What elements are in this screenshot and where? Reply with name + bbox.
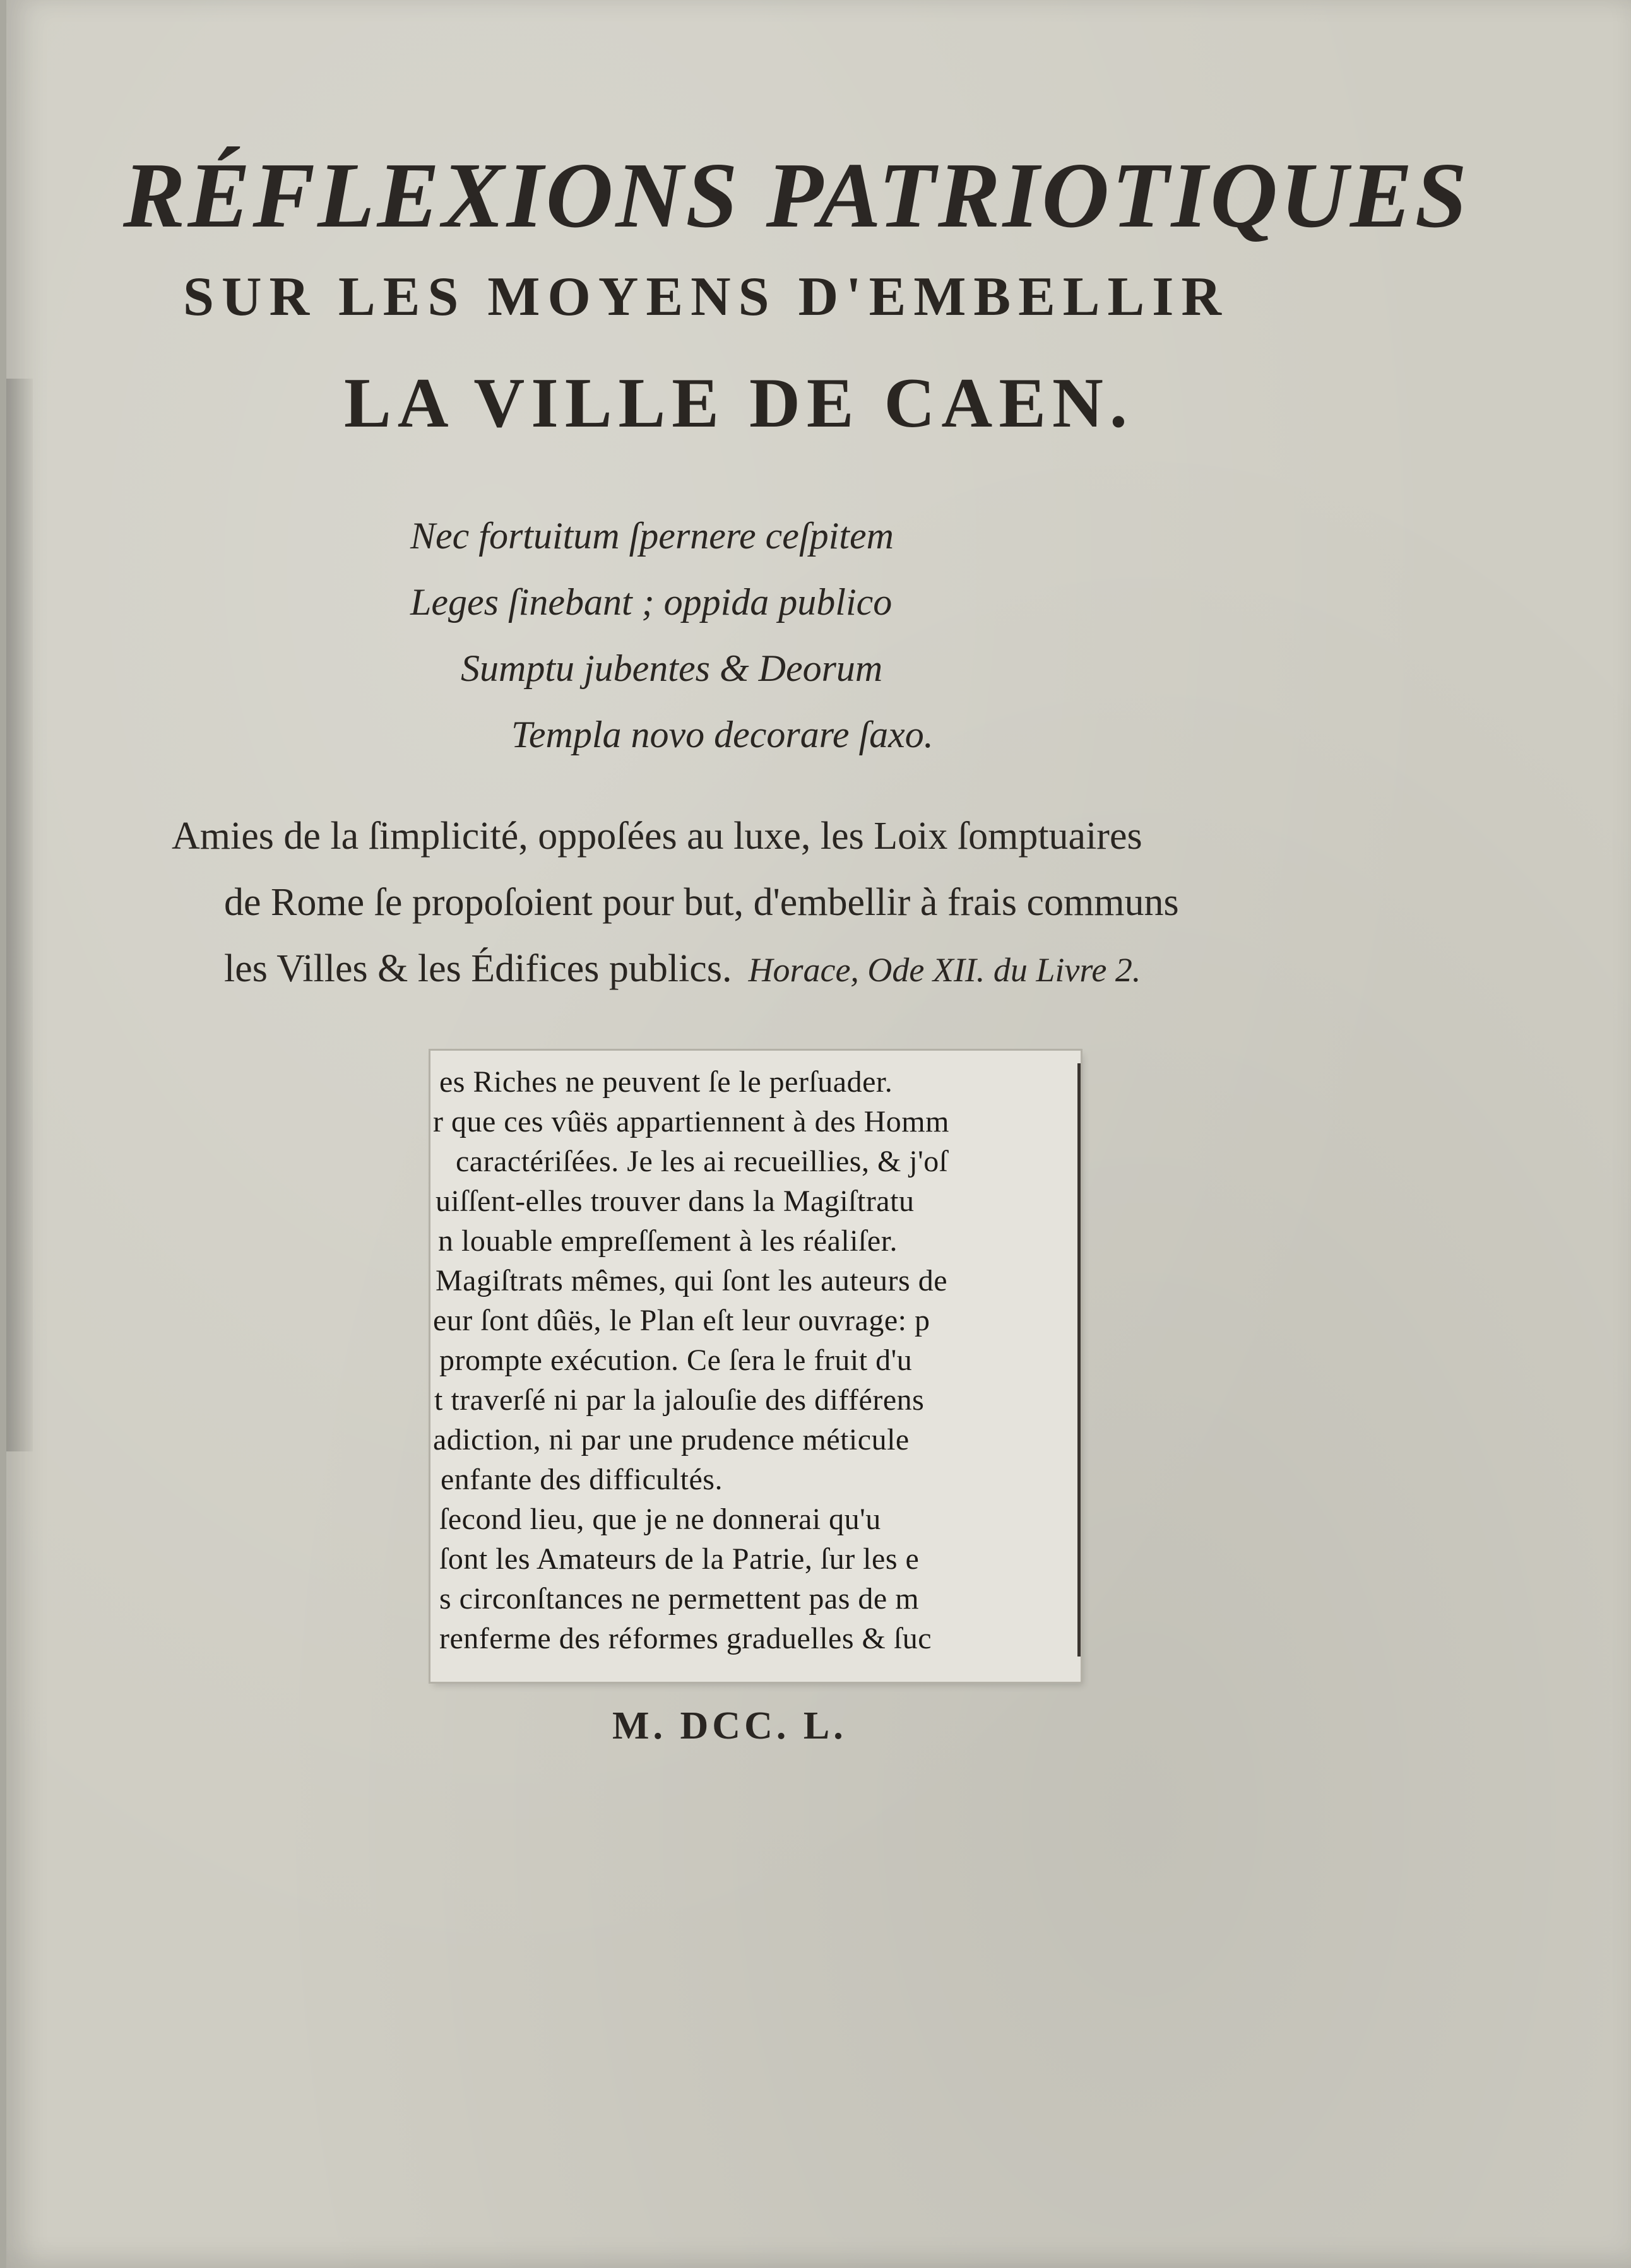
pasted-text-fragment bbox=[430, 1051, 1081, 1682]
fragment-line: ſont les Amateurs de la Patrie, ſur les e bbox=[439, 1542, 920, 1576]
translation-line-last bbox=[224, 947, 1141, 991]
title-page bbox=[6, 0, 1631, 2268]
fragment-line: adiction, ni par une prudence méticule bbox=[433, 1423, 910, 1456]
publication-date: M. DCC. L. bbox=[612, 1704, 847, 1747]
subtitle-line-2: LA VILLE DE CAEN. bbox=[344, 364, 1134, 442]
fragment-line: ſecond lieu, que je ne donnerai qu'u bbox=[439, 1503, 881, 1536]
translation-line: de Rome ſe propoſoient pour but, d'embellir à frais communs bbox=[224, 881, 1179, 924]
translation-line: Amies de la ſimplicité, oppoſées au luxe, les Loix ſomptuaires bbox=[172, 815, 1142, 858]
subtitle-line-1: SUR LES MOYENS D'EMBELLIR bbox=[183, 266, 1229, 328]
epigraph-line: Nec fortuitum ſpernere ceſpitem bbox=[410, 515, 894, 557]
fragment-line: r que ces vûës appartiennent à des Homm bbox=[433, 1105, 949, 1138]
main-title: RÉFLEXIONS PATRIOTIQUES bbox=[123, 144, 1469, 247]
fragment-line: t traverſé ni par la jalouſie des différens bbox=[434, 1383, 925, 1417]
epigraph-line: Sumptu jubentes & Deorum bbox=[461, 647, 883, 689]
spine-edge bbox=[6, 379, 33, 1451]
fragment-line: enfante des difficultés. bbox=[441, 1463, 723, 1496]
epigraph-line: Leges ſinebant ; oppida publico bbox=[410, 581, 893, 623]
fragment-cut-edge bbox=[1077, 1063, 1081, 1657]
fragment-line: uiſſent-elles trouver dans la Magiſtratu bbox=[436, 1184, 915, 1218]
fragment-line: eur ſont dûës, le Plan eſt leur ouvrage: p bbox=[433, 1304, 930, 1337]
epigraph-line: Templa novo decorare ſaxo. bbox=[511, 714, 934, 755]
fragment-line: s circonſtances ne permettent pas de m bbox=[439, 1582, 920, 1615]
fragment-line: renferme des réformes graduelles & ſuc bbox=[439, 1622, 932, 1655]
fragment-line: es Riches ne peuvent ſe le perſuader. bbox=[439, 1065, 893, 1099]
fragment-line: Magiſtrats mêmes, qui ſont les auteurs de bbox=[436, 1264, 947, 1297]
fragment-line: caractériſées. Je les ai recueillies, & j'oſ bbox=[456, 1145, 948, 1178]
fragment-line: n louable empreſſement à les réaliſer. bbox=[438, 1224, 898, 1258]
fragment-line: prompte exécution. Ce ſera le fruit d'u bbox=[439, 1344, 913, 1377]
citation: Horace, Ode XII. du Livre 2. bbox=[748, 951, 1141, 989]
translation-line-text: les Villes & les Édifices publics. bbox=[224, 947, 732, 990]
